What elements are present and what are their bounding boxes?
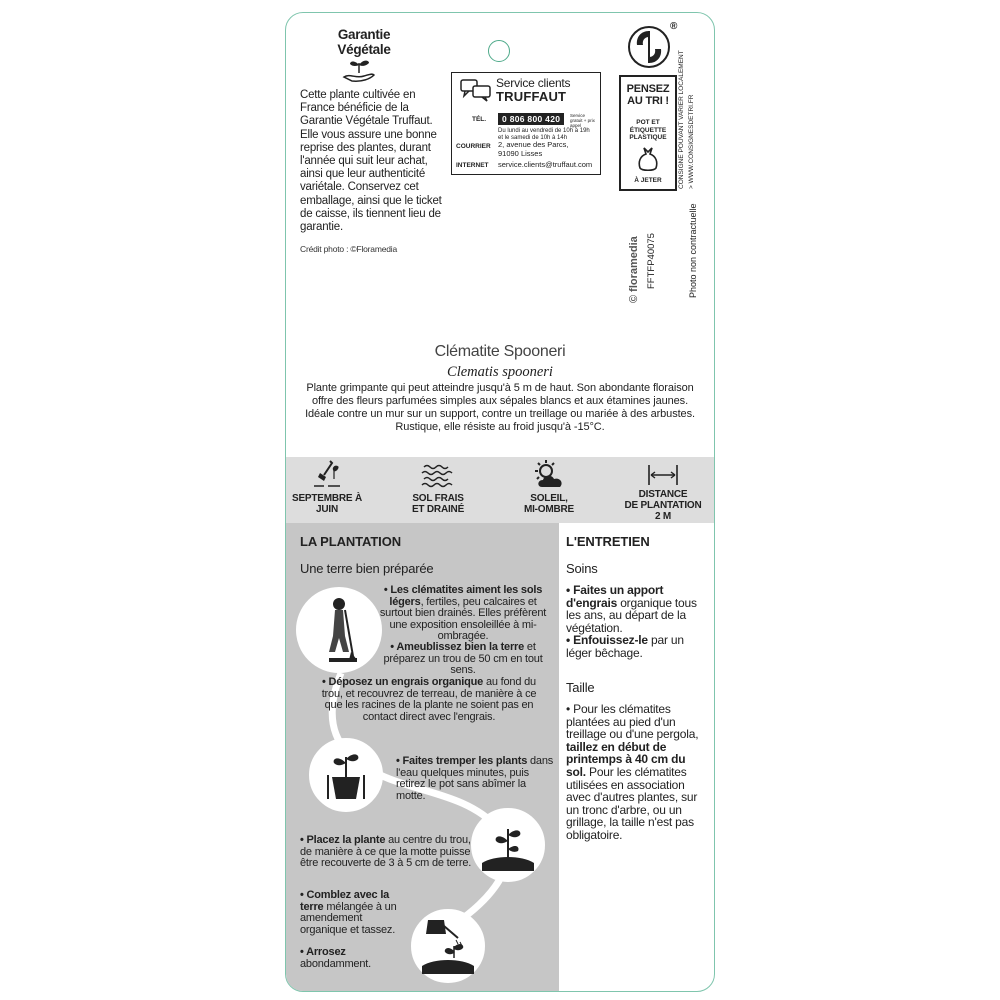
internet-label: INTERNET [456,162,489,169]
features-band [285,457,715,523]
plant-common-name: Clématite Spooneri [434,343,566,360]
feature-distance [607,457,715,522]
care-soins-2: • Enfouissez-le par un léger bêchage. [566,633,684,660]
sorting-subtitle: POT ET ÉTIQUETTE PLASTIQUE [629,119,667,141]
tel-label: TÉL. [472,116,487,123]
planting-step-6: • Comblez avec la terre mélangée à un amendement organique et tassez. [300,889,397,936]
service-email[interactable]: service.clients@truffaut.com [498,160,593,169]
sun-cloud-icon [532,459,566,489]
care-heading: L'ENTRETIEN [566,534,650,549]
sorting-box [619,75,677,191]
address-line1: 2, avenue des Parcs, [498,140,569,149]
planting-heading: LA PLANTATION [300,534,401,549]
courrier-label: COURRIER [456,143,491,150]
step-illustration-dig [296,587,382,673]
gardener-digging-icon [299,590,379,670]
photo-note: Photo non contractuelle [688,203,698,298]
feature-soil-label: SOL FRAIS ET DRAINÉ [411,493,465,515]
green-dot-icon [627,25,671,69]
care-taille-title: Taille [566,680,595,695]
plant-label-card [285,12,715,992]
plant-in-soil-icon [474,811,542,879]
care-soins-title: Soins [566,561,598,576]
chat-bubbles-icon [460,78,492,102]
planting-step-2: • Ameublissez bien la terre et préparez un trou de 50 cm en tout sens. [383,641,543,676]
trash-bag-icon [636,146,660,172]
planting-subheading: Une terre bien préparée [300,561,434,576]
floramedia-logo: © floramedia [628,236,640,303]
planting-step-3: • Déposez un engrais organique au fond du trou, et recouvrez de terreau, de manière à ce que les racines de la plante ne soient pas en contact direct avec l'engrais. [321,676,537,723]
feature-exposure-label: SOLEIL, MI-OMBRE [523,493,575,515]
planting-step-5: • Placez la plante au centre du trou, de manière à ce que la motte puisse être recouverte de 3 à 5 cm de terre. [300,834,472,869]
sorting-action: À JETER [634,177,662,184]
feature-exposure [499,457,599,515]
address-line2: 91090 Lisses [498,149,543,158]
step-illustration-water [411,909,485,983]
hours-line2: et le samedi de 10h à 14h [498,135,568,141]
service-brand: TRUFFAUT [496,89,567,104]
feature-soil [388,457,488,515]
customer-service-box [451,72,601,175]
step-illustration-soak [309,738,383,812]
planting-step-7: • Arrosez abondamment. [300,946,371,970]
feature-period-label: SEPTEMBRE À JUIN [291,493,363,515]
care-soins-1: • Faites un apport d'engrais organique tous les ans, au départ de la végétation. [566,583,697,635]
feature-distance-label: DISTANCE DE PLANTATION 2 M [624,489,702,522]
guarantee-title: Garantie Végétale [337,27,391,57]
guarantee-text: Cette plante cultivée en France bénéficie de la Garantie Végétale Truffaut. Elle vous assure une bonne reprise des plantes, durant l'année qui suit leur achat, ainsi que leur authenticité variétale. Conservez cet emballage, ainsi que le ticket de caisse, ils tiennent lieu de garantie. [300,89,442,234]
product-code: FFTFP40075 [646,233,657,289]
soil-icon [420,459,456,489]
registered-mark: ® [670,21,678,32]
watering-can-icon [414,912,482,980]
care-taille-text: • Pour les clématites plantées au pied d'un treillage ou d'une pergola, taillez en début de printemps à 40 cm du sol. Pour les clématites utilisées en association avec d'autres plantes, sur un tronc d'arbre, ou un grillage, la taille n'est pas obligatoire. [566,702,699,842]
phone-number[interactable]: 0 806 800 420 [498,113,564,125]
consigne-text-1: CONSIGNE POUVANT VARIER LOCALEMENT [678,50,685,189]
planting-period-icon [312,459,342,489]
photo-credit: Crédit photo : ©Floramedia [300,244,397,254]
sorting-title: PENSEZ AU TRI ! [626,83,670,107]
distance-icon [646,461,680,489]
consigne-text-2: > WWW.CONSIGNESDETRI.FR [688,94,695,189]
planting-step-1: • Les clématites aiment les sols légers, fertiles, peu calcaires et surtout bien drainés. Elles préfèrent une exposition ensoleillée à mi-ombragée. [379,584,547,642]
service-title: Service clients [496,76,571,90]
top-hanging-hole [488,40,510,62]
hours-line1: Du lundi au vendredi de 10h à 19h [498,128,590,134]
plant-description: Plante grimpante qui peut atteindre jusqu'à 5 m de haut. Son abondante floraison offre des fleurs parfumées simples aux sépales blancs et aux étamines jaunes. Idéale contre un mur sur un support, contre un treillage ou mariée à des arbustes. Rustique, elle résiste au froid jusqu'à -15°C. [305,382,695,433]
phone-note: Service gratuit + prix appel [570,113,595,128]
plant-latin-name: Clematis spooneri [447,364,553,380]
sprout-hand-icon [342,57,376,85]
step-illustration-plant [471,808,545,882]
feature-period [285,457,377,515]
plant-in-bucket-icon [312,741,380,809]
planting-step-4: • Faites tremper les plants dans l'eau quelques minutes, puis retirez le pot sans abîmer la motte. [396,755,554,802]
